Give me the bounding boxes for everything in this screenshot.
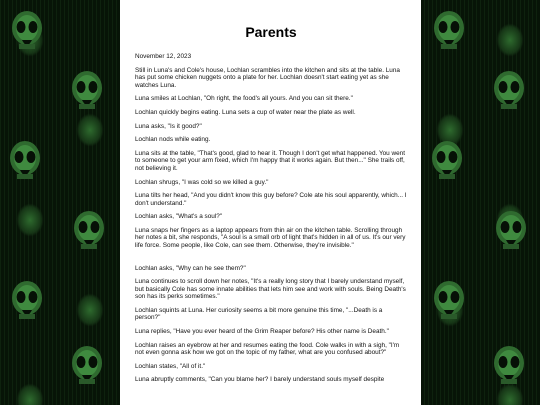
post-date: November 12, 2023	[135, 53, 192, 60]
story-paragraph: Luna asks, "Is it good?"	[135, 122, 202, 130]
story-paragraph: Luna sits at the table, "That's good, glad to hear it. Though I don't get what happened. You went to someone to get your arm fixed, which I'm happy that it works again. But then..." She trails off, not believing it.	[135, 150, 405, 172]
story-page	[120, 0, 421, 405]
skull-icon	[10, 141, 40, 179]
skull-icon	[434, 11, 464, 49]
story-paragraph: Lochlan asks, "Why can he see them?"	[135, 264, 246, 272]
paragraph-spacer	[135, 256, 407, 265]
story-paragraph: Lochlan asks, "What's a soul?"	[135, 213, 223, 221]
story-paragraph: Lochlan quickly begins eating. Luna sets a cup of water near the plate as well.	[135, 108, 356, 116]
story-paragraph: Luna snaps her fingers as a laptop appears from thin air on the kitchen table. Scrolling through her notes a bit, she responds, "A soul is a small orb of light that's hidden in all of us. It's our very life force. Some people, like Cole, can see them. Otherwise, they're invisible."	[135, 227, 406, 249]
story-paragraph: Lochlan states, "All of it."	[135, 362, 206, 370]
skull-icon	[494, 346, 524, 384]
skull-icon	[432, 141, 462, 179]
story-paragraph: Lochlan shrugs, "I was cold so we killed a guy."	[135, 178, 269, 186]
skull-icon	[496, 211, 526, 249]
skull-icon	[72, 346, 102, 384]
skull-icon	[12, 11, 42, 49]
story-paragraph: Luna tilts her head, "And you didn't know this guy before? Cole ate his soul apparently, which... I don't understand."	[135, 192, 407, 207]
story-paragraph: Still in Luna's and Cole's house, Lochlan scrambles into the kitchen and sits at the table. Luna has put some chicken nuggets onto a plate for her. Lochlan doesn't start eating yet as she watches Luna.	[135, 66, 400, 89]
story-paragraph: Lochlan raises an eyebrow at her and resumes eating the food. Cole walks in with a sigh, "I'm not even gonna ask how we got on the topic of my father, what are you confused about?"	[135, 341, 400, 357]
story-paragraph: Lochlan squints at Luna. Her curiosity seems a bit more genuine this time, "...Death is a person?"	[135, 306, 383, 322]
skull-icon	[494, 71, 524, 109]
page-title: Parents	[245, 24, 297, 40]
skull-icon	[12, 281, 42, 319]
story-paragraph: Luna smiles at Lochlan, "Oh right, the food's all yours. And you can sit there."	[135, 95, 353, 103]
story-paragraph: Luna continues to scroll down her notes, "It's a really long story that I barely understand myself, but basically Cole has some innate abilities that lets him see and work with souls. Being Death's son has its perks sometimes."	[135, 278, 406, 301]
story-paragraph: Luna replies, "Have you ever heard of the Grim Reaper before? His other name is Death."	[135, 327, 389, 335]
skull-icon	[434, 281, 464, 319]
story-paragraph: Lochlan nods while eating.	[135, 136, 211, 144]
story-paragraph: Luna abruptly comments, "Can you blame her? I barely understand souls myself despite	[135, 376, 385, 384]
skull-icon	[74, 211, 104, 249]
skull-icon	[72, 71, 102, 109]
